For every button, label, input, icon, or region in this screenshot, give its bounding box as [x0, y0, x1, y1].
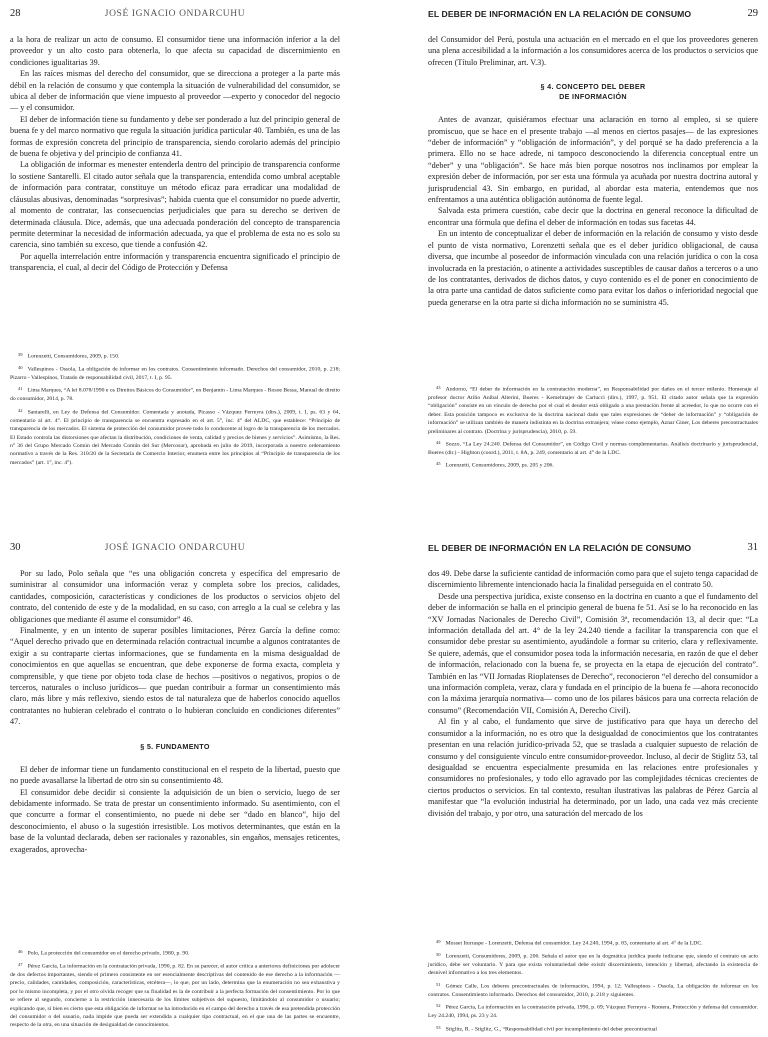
paragraph: Por aquella interrelación entre información y transparencia encuentra significado el principio de transparencia, el cual, al decir del Código de Protección y Defensa	[10, 251, 340, 273]
footnote-number: 46	[18, 949, 23, 954]
running-head-title: EL DEBER DE INFORMACIÓN EN LA RELACIÓN DE CONSUMO	[428, 9, 692, 19]
paragraph: del Consumidor del Perú, postula una actuación en el mercado en el que los proveedores generen una plena accesibilidad a la información a los consumidores acerca de los productos o servicios que ofrecen (Título Preliminar, art. V.3).	[428, 35, 758, 67]
body-text	[428, 568, 758, 819]
book-page-30	[10, 540, 340, 1029]
footnote-text: Lorenzetti, Consumidores, 2009, ps. 205 y 206.	[445, 463, 554, 470]
footnote-number: 51	[436, 981, 441, 987]
running-head-author: JOSÉ IGNACIO ONDARCUHU	[104, 543, 246, 553]
footnote-number: 47	[18, 962, 23, 967]
running-head	[428, 6, 758, 22]
footnote-text: Lima Marques, “A lei 8.078/1990 e os Direitos Básicos do Consumidor”, en Benjamin - Lima Marques - Rosoe Bessa, Manual de direito do consumidor, 2014, p. 78.	[10, 388, 340, 403]
footnote-number: 42	[18, 407, 23, 413]
footnote-text: Pérez García, La información en la contratación privada, 1990, p. 69; Vázquez Ferreyra - Romera, Protección y defensa del consumidor. Ley 24.240, 1994, ps. 23 y 24.	[428, 1004, 758, 1020]
footnote-number: 53	[436, 1024, 441, 1030]
footnotes	[10, 351, 340, 470]
footnote-number: 49	[436, 939, 441, 944]
footnote-text: Gómez Calle, Los deberes precontractuales de información, 1994, p. 12; Vallespinos - Ossola, La obligación de informar en los contratos. Consentimiento informado. Derechos del consumidor, 2010, p. 218 y siguientes.	[428, 983, 758, 998]
footnote-number: 40	[18, 365, 23, 370]
running-head	[10, 6, 340, 22]
paragraph: La obligación de informar es menester entenderla dentro del principio de transparencia conforme lo sostiene Santarelli. El citado autor señala que la transparencia, entendida como umbral aceptable de información para contratar, constituye un método eficaz para erradicar una modalidad de cláusulas abusivas, denominadas “sorpresivas”; habida cuenta que el consumidor no puede advertir, al momento de contratar, las consecuencias perjudiciales que para su derecho se deriven de determinada cláusula. Dice, además, que una adecuada ponderación del concepto de transparencia permite determinar la necesidad de información adecuada, ya que el problema de esta no es solo su carencia, sino también su exceso, que tiende a confusión 42.	[10, 160, 340, 250]
page-number: 30	[10, 542, 21, 553]
running-head	[428, 540, 758, 556]
footnote-number: 41	[18, 386, 23, 392]
footnotes	[428, 938, 758, 1037]
body-text	[10, 568, 340, 855]
footnote-number: 45	[436, 461, 441, 467]
footnote-number: 50	[436, 952, 441, 957]
footnote	[428, 439, 758, 457]
paragraph: Finalmente, y en un intento de superar posibles limitaciones, Pérez García la define como: “Aquel derecho privado que en determinada relación contractual incumbe a algunos contratantes de exigir a su contraparte ciertas informaciones, que se fundamenta en la misma desigualdad de conocimientos en que aquellas se encuentran, que debe exponerse de forma exacta, completa y comprensible, y que tiene por objeto toda clase de hechos —positivos o negativos, propios o de terceros, naturales o incluso jurídicos— que puedan contribuir a formar un consentimiento más claro, más libre y más reflexivo, siendo estos de tal naturaleza que de haberlos conocido aquellos contratantes no hubieran celebrado el contrato o lo hubieran concluido en condiciones diferentes” 47.	[10, 626, 340, 727]
body-text	[428, 34, 758, 308]
footnote	[10, 948, 340, 958]
paragraph: Antes de avanzar, quisiéramos efectuar una aclaración en torno al empleo, si se quiere promiscuo, que se hace en el presente trabajo —al menos en ciertos pasajes— de las expresiones “deber de información” y “obligación de información”, y del porqué se ha dado preferencia a la primera. Ello no se hace adrede, ni tampoco desconociendo la diferencia conceptual entre un “deber” y una “obligación”. Se hace más bien porque nosotros nos inclinamos por emplear la expresión deber de información, por ser esta una fórmula ya acuñada por nuestra doctrina autoral y jurisprudencial 43. Sin embargo, en puridad, al abordar esta materia, entendemos que nos enfrentamos a una auténtica obligación autónoma de fuente legal.	[428, 115, 758, 205]
paragraph: En las raíces mismas del derecho del consumidor, que se direcciona a proteger a la parte más débil en la relación de consumo y que contempla la situación de vulnerabilidad del consumidor, se ubica al deber de información que viene impuesto al proveedor —experto y conocedor del negocio— y el consumidor.	[10, 69, 340, 113]
paragraph: Por su lado, Polo señala que “es una obligación concreta y específica del empresario de suministrar al consumidor una información veraz y completa sobre los precios, calidades, cantidades, composición, características y condiciones de los productos o servicios objeto del contrato, del contenido de este y de la modalidad, en su caso, con arreglo a la cual se celebra y las obligaciones que mediante él asume el consumidor” 46.	[10, 569, 340, 624]
section-heading	[10, 742, 340, 752]
section-heading-line: § 5. FUNDAMENTO	[140, 741, 210, 751]
running-head-author: JOSÉ IGNACIO ONDARCUHU	[104, 9, 246, 19]
book-page-29	[428, 6, 758, 512]
paragraph: El consumidor debe decidir si consiente la adquisición de un bien o servicio, luego de ser debidamente informado. Se trata de prestar un consentimiento informado. Su asentimiento, con el que concurre a formar el consentimiento, no puede ni debe ser “dado en blanco”, hijo del desconocimiento, el abuso o la sugestión irresistible. Los motivos determinantes, que están en la base de la voluntad declarada, deben ser racionales y razonables, sin engaños, mensajes reticentes, exagerados, aprovecha-	[10, 787, 340, 854]
paragraph: El deber de informar tiene un fundamento constitucional en el respeto de la libertad, puesto que no puede avasallarse la libertad de otro sin su consentimiento 48.	[10, 764, 340, 786]
footnotes	[428, 384, 758, 473]
footnote	[10, 351, 340, 361]
footnote	[428, 951, 758, 978]
section-heading	[428, 82, 758, 102]
section-heading-line: DE INFORMACIÓN	[559, 92, 627, 102]
footnote	[428, 384, 758, 436]
footnote-text: Vallespinos - Ossola, La obligación de informar en los contratos. Consentimiento informado. Derechos del consumidor, 2010, p. 218; Pizarro - Vallespinos, Tratado de responsabilidad civil, 2017, t. I, p. 95.	[10, 366, 340, 381]
page-number: 28	[10, 8, 21, 19]
paragraph: Salvada esta primera cuestión, cabe decir que la doctrina en general reconoce la dificultad de encontrar una fórmula que defina el deber de información en todas sus facetas 44.	[428, 206, 758, 227]
footnotes	[10, 948, 340, 1033]
paragraph: dos 49. Debe darse la suficiente cantidad de información como para que el sujeto tenga capacidad de discernimiento libremente intencionado hacia la finalidad perseguida en el contrato 50.	[428, 569, 758, 590]
paragraph: a la hora de realizar un acto de consumo. El consumidor tiene una información inferior a la del proveedor y un alto costo para obtenerla, lo que afecta su capacidad de discernimiento en condiciones igualitarias 39.	[10, 35, 340, 67]
footnote	[10, 407, 340, 467]
running-head	[10, 540, 340, 556]
footnote-number: 43	[436, 385, 441, 390]
page-number: 29	[747, 8, 758, 19]
footnote-text: Sozzo, “La Ley 24.240. Defensa del Consumidor”, en Código Civil y normas complementarias. Análisis doctrinario y jurisprudencial, Bueres (dir.) - Highton (coord.), 2011, t. 8A, p. 249, comentario al art. 4° de la LDC.	[428, 441, 758, 457]
page-number: 31	[747, 542, 758, 553]
paragraph: Desde una perspectiva jurídica, existe consenso en la doctrina en cuanto a que el fundamento del deber de información se halla en el principio general de buena fe 51. Así se lo ha reconocido en las “XV Jornadas Nacionales de Derecho Civil”, Comisión 3ª, recomendación 13, al decir que: “La información detallada del art. 4° de la ley 24.240 tiende a facilitar la transparencia con que el consumidor debe prestar su asentimiento, ayudándole a formar su criterio, clara y reflexivamente. Se quiere, además, que el consumidor posea toda la información necesaria, en razón de que el deber de información, relacionado con la buena fe, se proyecta en la etapa de ejecución del contrato”. También en las “VII Jornadas Rioplatenses de Derecho”, reconocieron “el derecho del consumidor a una información completa, veraz, clara y fundada en el principio de la buena fe —ahora reconocido con la máxima jerarquía normativa— como uno de los pilares básicos para una correcta relación de consumo” (Recomendación VII, Comisión A, Derecho Civil).	[428, 591, 758, 715]
footnote	[428, 460, 758, 470]
footnote	[428, 1024, 758, 1034]
footnote-text: Andorno, “El deber de información en la contratación moderna”, en Responsabilidad por daños en el tercer milenio. Homenaje al profesor doctor Atilio Aníbal Alterini, Bueres - Kemelmajer de Carlucci (dirs.), 1997, p. 951. El citado autor señala que la expresión “obligación” consiste en un vínculo de derecho por el cual el deudor está obligado a una prestación frente al acreedor, lo que no ocurre con el deber. Esta posición tampoco es exclusiva de la doctrina nacional dado que tales expresiones de “deber de información” y “obligación de información” se utilizan también de manera indistinta en la doctrina extranjera; véase como ejemplo, Aznar Giner, Los deberes precontractuales preliminares al contrato. (Doctrina y jurisprudencia), 2010, p. 59.	[428, 386, 758, 435]
book-page-28	[10, 6, 340, 512]
footnote-number: 39	[18, 352, 23, 357]
paragraph: El deber de información tiene su fundamento y debe ser ponderado a luz del principio general de buena fe y del marco normativo que regula la situación jurídica particular 40. También, es una de las formas de expresión concreta del principio de transparencia, siendo corolario además del principio de buena fe objetiva y del principio de confianza 41.	[10, 114, 340, 159]
paragraph: Al fin y al cabo, el fundamento que sirve de justificativo para que haya un derecho del consumidor a la información, no es otro que la desigualdad de conocimientos que los contratantes presentan en una relación jurídico-privada 52, que se traslada a cualquier supuesto de relación de consumo y del consiguiente vínculo entre consumidor-proveedor. Incluso, al decir de Stiglitz 53, tal desigualdad se encuentra especialmente presumida en las relaciones entre profesionales y consumidores no profesionales, y todo ello agravado por las complejidades técnicas crecientes de ciertos productos o servicios. En tal contexto, resultan ilustrativas las palabras de Pérez García al manifestar que “la evolución industrial ha determinado, por un lado, una cada vez más creciente división del trabajo, y por otro, una saturación del mercado de los	[428, 717, 758, 818]
body-text	[10, 34, 340, 274]
footnote-text: Stiglitz, R. - Stiglitz, G., “Responsabilidad civil por incumplimiento del deber precontractual	[445, 1026, 657, 1033]
footnote	[428, 938, 758, 948]
footnote-number: 52	[436, 1003, 441, 1009]
paragraph: En un intento de conceptualizar el deber de información en la relación de consumo y visto desde el punto de vista normativo, Lorenzetti señala que es el deber jurídico obligacional, de causa diversa, que incumbe al poseedor de información vinculada con una relación jurídica o con la cosa involucrada en la prestación, o atinente a actividades susceptibles de causar daños a terceros o a uno de los contratantes, derivados de dichos datos, y cuyo contenido es el de poner en conocimiento de la otra parte una cantidad de datos suficiente como para evitar los daños o inferioridad negocial que pueda generarse en la otra parte si dicha información no se suministra 45.	[428, 229, 758, 307]
footnote-number: 44	[436, 440, 441, 446]
book-page-31	[428, 540, 758, 1033]
footnote-text: Mosset Iturraspe - Lorenzetti, Defensa del consumidor. Ley 24.240, 1994, p. 83, comentario al art. 4° de la LDC.	[445, 940, 703, 947]
footnote	[10, 385, 340, 403]
section-heading-line: § 4. CONCEPTO DEL DEBER	[540, 82, 646, 92]
footnote-text: Lorenzetti, Consumidores, 2009, p. 206. Señala el autor que en la dogmática jurídica puede indicarse que, siendo el contrato un acto jurídico, debe ser voluntario. Y para que exista voluntariedad debe existir discernimiento, intención y libertad, afectando la existencia de desnivel informativo a los tres elementos.	[428, 953, 758, 977]
footnote-text: Pérez García, La información en la contratación privada, 1990, p. 82. En su parecer, el autor critica a anteriores definiciones por adolecer de dos defectos importantes, siendo el primero consistente en ser esencialmente descriptivas del contenido de ese derecho a la información —precio, calidades, cantidades, composición, características, etcétera—, lo que, por un lado, determina que la enumeración no sea exhaustiva y por lo mismo incompleta, y por el otro olvida recoger que su finalidad es la de contribuir a la perfecta formación del consentimiento. Por lo que se refiere al segundo, concierne a la restricción innecesaria de los límites subjetivos del supuesto, limitándolo al consumidor o usuario; explicando que, si bien es cierto que esta obligación de informar se ha introducido en el campo del derecho a través de esa pretendida protección del consumidor o del usuario, nada impide que pueda ser extendida a cualquier tipo contractual, en el que una de las partes se encuentre, respecto de la otra, en una situación de desigualdad de conocimientos.	[10, 963, 340, 1029]
footnote	[428, 981, 758, 999]
footnote	[428, 1002, 758, 1020]
footnote	[10, 961, 340, 1030]
footnote-text: Santarelli, en Ley de Defensa del Consumidor. Comentada y anotada, Picasso - Vázquez Ferreyra (dirs.), 2009, t. I, ps. 63 y 64, comentario al art. 4°. El principio de transparencia se encuentra expresado en el art. 5°, inc. 4° del ALDC, que establece: “Principio de transparencia de los mercados. El sistema de protección del consumidor provee todo lo conducente al logro de la transparencia de los mercados. El Estado controla las distorsiones que afectan la distribución, condiciones de venta, calidad y precios de bienes y servicios”. Asimismo, la Res. n° 36 del Grupo Mercado Común del Mercado Común del Sur (Mercosur), aprobada en julio de 2019, incorporada a nuestro ordenamiento normativo a través de la Res. 310/20 de la Secretaría de Comercio Interior, enumera entre los principios al “Principio de transparencia de los mercados” (art. 1°, inc. 4°).	[10, 409, 340, 466]
footnote-text: Polo, La protección del consumidor en el derecho privado, 1980, p. 90.	[27, 950, 190, 957]
running-head-title: EL DEBER DE INFORMACIÓN EN LA RELACIÓN DE CONSUMO	[428, 543, 692, 553]
footnote-text: Lorenzetti, Consumidores, 2009, p. 150.	[27, 353, 120, 360]
footnote	[10, 364, 340, 382]
